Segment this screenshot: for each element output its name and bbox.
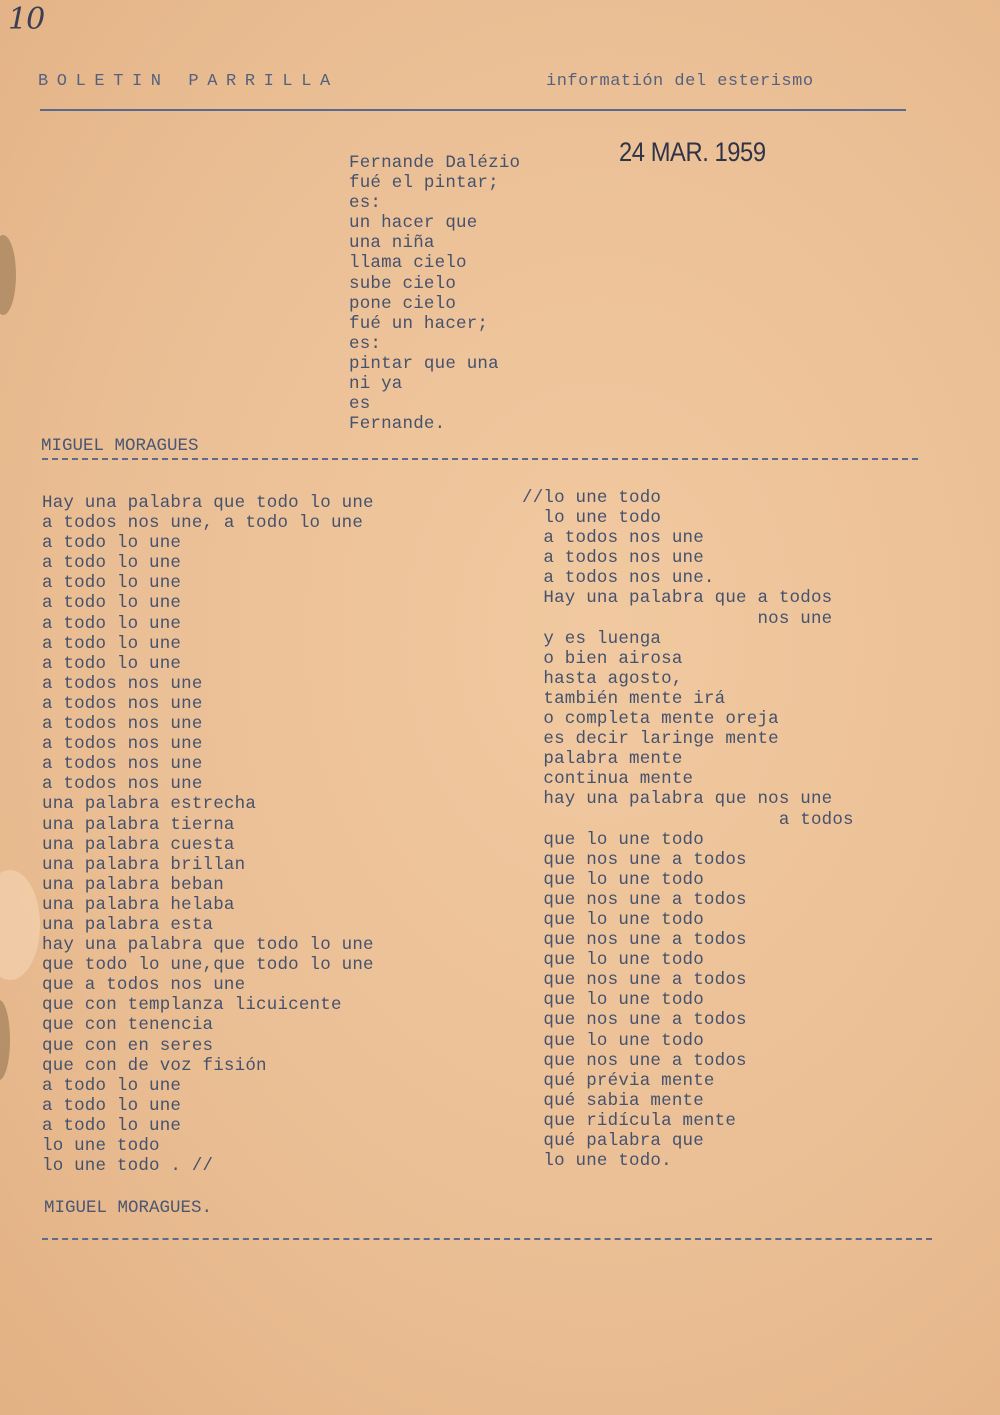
poem-line: a todos nos une — [522, 528, 704, 549]
poem-line: una palabra brillan — [42, 854, 246, 875]
poem-line: es: — [349, 193, 382, 214]
binding-stain-upper — [0, 235, 16, 315]
poem-line: también mente irá — [522, 688, 726, 709]
poem-line: a todo lo une — [42, 593, 182, 614]
poem-line: que con en seres — [42, 1035, 214, 1056]
poem1-author: MIGUEL MORAGUES — [41, 436, 199, 456]
poem-line: es — [349, 394, 371, 415]
poem-line: que lo une todo — [522, 869, 704, 890]
poem-line: a todo lo une — [42, 653, 182, 674]
masthead-title: BOLETIN PARRILLA — [38, 72, 339, 91]
poem-line: que a todos nos une — [42, 975, 246, 996]
poem-line: a todo lo une — [42, 1075, 182, 1096]
poem-line: lo une todo . // — [42, 1156, 214, 1177]
poem-line: lo une todo — [42, 1136, 160, 1156]
poem-line: que nos une a todos — [522, 1010, 747, 1031]
poem-line: ni ya — [349, 374, 403, 395]
poem-line: una palabra helaba — [42, 894, 235, 915]
poem-fernande — [349, 153, 520, 434]
poem-line: a todos nos une — [42, 693, 203, 714]
poem-line: Fernande Dalézio — [349, 153, 521, 173]
poem-line: hasta agosto, — [522, 668, 683, 689]
poem-line: y es luenga — [522, 628, 662, 649]
poem-line: que todo lo une,que todo lo une — [42, 955, 374, 976]
poem-line: una palabra esta — [42, 914, 214, 935]
poem-line: que ridícula mente — [522, 1110, 737, 1131]
poem-line: continua mente — [522, 769, 694, 790]
poem-line: pintar que una — [349, 353, 499, 374]
poem-line: fué un hacer; — [349, 313, 489, 334]
poem-line: que lo une todo — [522, 909, 704, 930]
poem-line: que lo une todo — [522, 990, 704, 1011]
poem-palabra-left-column — [42, 493, 374, 1176]
poem-line: una palabra estrecha — [42, 794, 257, 815]
poem-line: que lo une todo — [522, 829, 704, 850]
poem-line: a todos nos une — [522, 548, 704, 569]
handwritten-page-number: 10 — [8, 2, 45, 37]
poem-line: Hay una palabra que todo lo une — [42, 493, 374, 513]
paper-wear-mark — [0, 870, 40, 980]
poem-line: //lo une todo — [522, 488, 662, 508]
binding-stain-lower — [0, 1000, 10, 1080]
poem-line: que lo une todo — [522, 950, 704, 971]
poem-line: llama cielo — [349, 253, 467, 274]
poem-line: una palabra beban — [42, 874, 224, 895]
poem-line: a todos nos une, a todo lo une — [42, 513, 364, 534]
section-divider — [42, 458, 918, 460]
footer-divider — [42, 1238, 932, 1240]
poem-line: fué el pintar; — [349, 173, 499, 194]
poem-line: a todo lo une — [42, 553, 182, 574]
poem-line: que nos une a todos — [522, 930, 747, 951]
poem-line: o completa mente oreja — [522, 709, 779, 730]
poem-line: a todo lo une — [42, 613, 182, 634]
poem-line: a todos — [522, 809, 854, 830]
poem2-author: MIGUEL MORAGUES. — [44, 1198, 213, 1218]
poem-line: que nos une a todos — [522, 970, 747, 991]
poem-line: lo une todo — [522, 508, 662, 529]
poem-line: qué prévia mente — [522, 1070, 715, 1091]
poem-line: a todos nos une — [42, 714, 203, 735]
poem-line: o bien airosa — [522, 648, 683, 669]
poem-line: a todo lo une — [42, 1095, 182, 1116]
poem-line: a todos nos une — [42, 673, 203, 694]
poem-line: que nos une a todos — [522, 849, 747, 870]
poem-line: una palabra cuesta — [42, 834, 235, 855]
masthead-rule — [40, 109, 906, 111]
poem-line: que nos une a todos — [522, 889, 747, 910]
poem-line: a todo lo une — [42, 533, 182, 554]
poem-line: que con templanza licuicente — [42, 995, 342, 1016]
poem-line: es decir laringe mente — [522, 729, 779, 750]
poem-line: Hay una palabra que a todos — [522, 588, 833, 609]
poem-line: a todos nos une — [42, 754, 203, 775]
poem-line: que nos une a todos — [522, 1050, 747, 1071]
poem-line: es: — [349, 333, 382, 354]
poem-line: a todo lo une — [42, 1115, 182, 1136]
poem-line: a todos nos une. — [522, 568, 715, 589]
poem-line: que con tenencia — [42, 1015, 214, 1036]
poem-line: a todos nos une — [42, 734, 203, 755]
poem-line: un hacer que — [349, 213, 478, 234]
poem-line: a todos nos une — [42, 774, 203, 795]
poem-line: qué palabra que — [522, 1131, 704, 1151]
poem-line: lo une todo. — [522, 1151, 672, 1172]
poem-line: Fernande. — [349, 414, 446, 435]
poem-line: que con de voz fisión — [42, 1055, 267, 1076]
date-stamp: 24 MAR. 1959 — [619, 137, 766, 167]
poem-line: pone cielo — [349, 293, 457, 314]
poem-line: que lo une todo — [522, 1030, 704, 1051]
poem-line: sube cielo — [349, 273, 457, 294]
poem-line: qué sabia mente — [522, 1090, 704, 1111]
poem-line: hay una palabra que nos une — [522, 789, 833, 810]
poem-line: palabra mente — [522, 749, 683, 770]
poem-palabra-right-column — [522, 488, 854, 1171]
poem-line: hay una palabra que todo lo une — [42, 935, 374, 956]
masthead-subtitle: informatión del esterismo — [546, 72, 814, 91]
poem-line: a todo lo une — [42, 633, 182, 654]
poem-line: nos une — [522, 608, 833, 629]
poem-line: a todo lo une — [42, 573, 182, 594]
poem-line: una niña — [349, 233, 435, 254]
poem-line: una palabra tierna — [42, 814, 235, 835]
